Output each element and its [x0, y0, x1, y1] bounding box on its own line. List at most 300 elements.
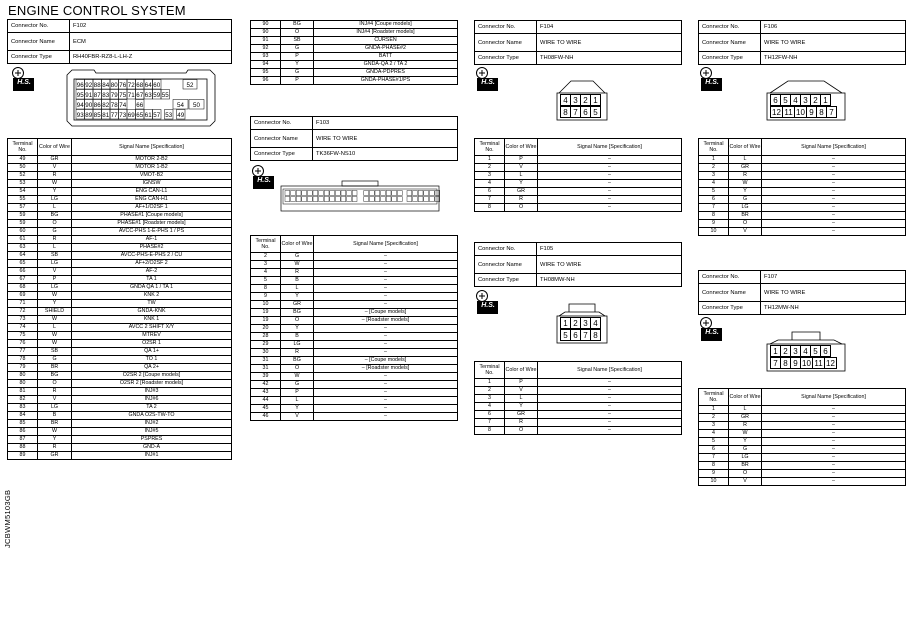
f103-name: WIRE TO WIRE — [313, 130, 458, 148]
f102-no: F102 — [70, 20, 232, 33]
pin-cell — [296, 191, 301, 196]
color-cell: Y — [281, 405, 314, 413]
pin-cell: 7 — [570, 106, 581, 118]
pin-cell — [341, 191, 346, 196]
pin-label: 89 — [85, 112, 93, 119]
color-cell: G — [281, 253, 314, 261]
pin-label: 71 — [127, 92, 135, 99]
signal-cell: – — [314, 277, 458, 285]
signal-cell: KNK 2 — [72, 292, 232, 300]
table-row — [8, 372, 232, 380]
pin-cell: 3 — [790, 345, 801, 357]
table-row — [699, 196, 906, 204]
table-row — [8, 236, 232, 244]
pin-label: 81 — [102, 112, 110, 119]
f104-name: WIRE TO WIRE — [537, 34, 682, 52]
signal-cell: AVCC 2 SHIFT X/Y — [72, 324, 232, 332]
signal-cell: TA 1 — [72, 276, 232, 284]
table-row — [251, 325, 458, 333]
color-cell: BG — [38, 212, 72, 220]
terminal-cell: 42 — [251, 381, 281, 389]
terminal-cell: 2 — [475, 387, 505, 395]
table-row — [699, 204, 906, 212]
signal-cell: INJ#4 [Coupe models] — [314, 21, 458, 29]
label: Connector Type — [475, 274, 537, 287]
terminal-cell: 4 — [699, 430, 729, 438]
pin-cell — [407, 191, 412, 196]
terminal-cell: 5 — [251, 277, 281, 285]
terminal-cell: 74 — [8, 324, 38, 332]
signal-cell: O2SR 2 [Coupe models] — [72, 372, 232, 380]
color-cell: O — [505, 204, 538, 212]
pin-cell — [386, 197, 391, 202]
pin-cell — [369, 197, 374, 202]
color-cell: O — [729, 470, 762, 478]
terminal-cell: 7 — [475, 419, 505, 427]
signal-cell: – — [314, 389, 458, 397]
color-cell: V — [38, 396, 72, 404]
signal-cell: KNK 1 — [72, 316, 232, 324]
signal-cell: – — [762, 196, 906, 204]
f103-info — [250, 116, 458, 161]
pin-cell — [347, 197, 352, 202]
color-cell: G — [281, 381, 314, 389]
f107-type: TH12MW-NH — [761, 302, 906, 315]
color-cell: V — [505, 164, 538, 172]
pin-cell — [424, 197, 429, 202]
table-row — [251, 285, 458, 293]
label: Connector Name — [699, 34, 761, 52]
signal-cell: O2SR 1 — [72, 340, 232, 348]
hs-icon — [10, 66, 34, 92]
color-cell: LG — [38, 260, 72, 268]
table-row — [8, 204, 232, 212]
pin-cell — [392, 191, 397, 196]
terminal-cell: 31 — [251, 365, 281, 373]
f105-no: F105 — [537, 243, 682, 256]
table-row — [8, 316, 232, 324]
pin-label: 75 — [119, 92, 127, 99]
terminal-cell: 80 — [8, 372, 38, 380]
table-row — [251, 357, 458, 365]
pin-label: 63 — [144, 92, 152, 99]
signal-cell: AF-1 — [72, 236, 232, 244]
pin-label: 86 — [93, 102, 101, 109]
signal-cell: – — [314, 253, 458, 261]
terminal-cell: 88 — [8, 444, 38, 452]
signal-cell: – — [538, 204, 682, 212]
pin-cell — [335, 191, 340, 196]
signal-cell: – — [762, 188, 906, 196]
pin-cell: 11 — [812, 357, 825, 369]
terminal-cell: 64 — [8, 252, 38, 260]
pin-cell — [418, 191, 423, 196]
pin-label: 57 — [153, 112, 161, 119]
color-cell: Y — [729, 188, 762, 196]
terminal-cell: 9 — [251, 293, 281, 301]
signal-cell: – — [538, 411, 682, 419]
table-row — [8, 340, 232, 348]
table-row — [475, 172, 682, 180]
terminal-cell: 44 — [251, 397, 281, 405]
table-row — [8, 332, 232, 340]
signal-cell: QA 1+ — [72, 348, 232, 356]
table-row — [699, 406, 906, 414]
signal-cell: – — [762, 438, 906, 446]
terminal-cell: 45 — [251, 405, 281, 413]
signal-cell: – — [762, 220, 906, 228]
pin-cell — [291, 197, 296, 202]
table-row — [251, 53, 458, 61]
signal-cell: GNDA-PHASE#2 — [314, 45, 458, 53]
pin-cell: 1 — [820, 94, 831, 106]
signal-cell: MTREV — [72, 332, 232, 340]
hs-icon — [698, 66, 722, 92]
color-cell: P — [505, 379, 538, 387]
table-row — [8, 252, 232, 260]
terminal-cell: 8 — [251, 285, 281, 293]
terminal-cell: 39 — [251, 373, 281, 381]
color-cell: L — [38, 324, 72, 332]
hs-label: H.S. — [705, 79, 719, 86]
label: Connector Type — [8, 51, 70, 64]
terminal-cell: 3 — [475, 395, 505, 403]
hs-label: H.S. — [481, 79, 495, 86]
signal-cell: – — [538, 395, 682, 403]
color-cell: SHIELD — [38, 308, 72, 316]
terminal-cell: 96 — [251, 77, 281, 85]
terminal-cell: 3 — [475, 172, 505, 180]
f102-connector-diagram — [66, 69, 216, 127]
signal-cell: TO 1 — [72, 356, 232, 364]
terminal-cell: 28 — [251, 333, 281, 341]
pin-cell: 8 — [590, 329, 601, 341]
pin-cell — [413, 197, 418, 202]
signal-cell: – — [314, 341, 458, 349]
pin-cell: 4 — [800, 345, 811, 357]
color-cell: W — [38, 428, 72, 436]
table-row — [699, 470, 906, 478]
terminal-cell: 1 — [475, 379, 505, 387]
table-row — [8, 244, 232, 252]
table-row — [475, 156, 682, 164]
f102-terminal-table — [7, 138, 232, 460]
table-row — [8, 156, 232, 164]
color-cell: R — [38, 172, 72, 180]
hs-icon — [698, 316, 722, 342]
label: Connector No. — [699, 271, 761, 284]
signal-cell: – — [314, 405, 458, 413]
signal-cell: – — [762, 164, 906, 172]
pin-cell: 6 — [770, 94, 781, 106]
pin-cell — [375, 197, 380, 202]
signal-cell: PHASE#2 — [72, 244, 232, 252]
terminal-cell: 6 — [475, 188, 505, 196]
col-header: Terminal No. — [475, 362, 505, 379]
table-row — [699, 180, 906, 188]
pin-label: 87 — [93, 92, 101, 99]
pin-label: 83 — [102, 92, 110, 99]
pin-cell: 5 — [810, 345, 821, 357]
signal-cell: QA 2+ — [72, 364, 232, 372]
color-cell: R — [38, 236, 72, 244]
terminal-cell: 85 — [8, 420, 38, 428]
signal-cell: – — [762, 462, 906, 470]
table-row — [475, 204, 682, 212]
table-row — [8, 300, 232, 308]
signal-cell: – — [762, 470, 906, 478]
pin-cell: 6 — [820, 345, 831, 357]
terminal-cell: 91 — [251, 37, 281, 45]
color-cell: V — [729, 228, 762, 236]
terminal-cell: 63 — [8, 244, 38, 252]
pin-label: 67 — [136, 92, 144, 99]
pin-cell — [364, 197, 369, 202]
table-row — [699, 430, 906, 438]
signal-cell: CURSEN — [314, 37, 458, 45]
pin-cell: 8 — [780, 357, 791, 369]
pin-cell: 8 — [816, 106, 827, 118]
terminal-cell: 75 — [8, 332, 38, 340]
table-row — [8, 276, 232, 284]
color-cell: P — [38, 276, 72, 284]
color-cell: L — [729, 406, 762, 414]
signal-cell: IGNSW — [72, 180, 232, 188]
pin-label: 96 — [76, 82, 84, 89]
terminal-cell: 71 — [8, 300, 38, 308]
terminal-cell: 19 — [251, 309, 281, 317]
signal-cell: GNDA-PDPRES — [314, 69, 458, 77]
pin-cell — [381, 191, 386, 196]
pin-cell: 6 — [570, 329, 581, 341]
terminal-cell: 90 — [251, 21, 281, 29]
table-row — [699, 188, 906, 196]
terminal-cell: 10 — [699, 228, 729, 236]
pin-label: 93 — [76, 112, 84, 119]
color-cell: LG — [38, 404, 72, 412]
color-cell: V — [38, 164, 72, 172]
signal-cell: – — [314, 269, 458, 277]
color-cell: LG — [281, 341, 314, 349]
f105-connector-diagram — [551, 302, 613, 344]
table-row — [699, 164, 906, 172]
signal-cell: – [Roadster models] — [314, 317, 458, 325]
table-row — [699, 172, 906, 180]
signal-cell: – — [538, 379, 682, 387]
pin-label: 61 — [144, 112, 152, 119]
terminal-cell: 92 — [251, 45, 281, 53]
table-row — [8, 172, 232, 180]
pin-cell: 12 — [824, 357, 837, 369]
terminal-cell: 67 — [8, 276, 38, 284]
pin-cell: 2 — [780, 345, 791, 357]
pin-label: 74 — [119, 102, 127, 109]
hs-label: H.S. — [481, 302, 495, 309]
pin-cell — [296, 197, 301, 202]
pin-cell: 2 — [580, 94, 591, 106]
terminal-cell: 65 — [8, 260, 38, 268]
terminal-cell: 86 — [8, 428, 38, 436]
signal-cell: INJ#6 — [72, 396, 232, 404]
pin-cell — [291, 191, 296, 196]
hs-label: H.S. — [17, 79, 31, 86]
color-cell: O — [281, 317, 314, 325]
signal-cell: MOTOR 1-B2 — [72, 164, 232, 172]
pin-cell: 2 — [810, 94, 821, 106]
pin-label: 94 — [76, 102, 84, 109]
signal-cell: AVCC-PHS-E-PHS 2 / CU — [72, 252, 232, 260]
table-row — [251, 253, 458, 261]
table-row — [251, 277, 458, 285]
f107-terminal-table — [698, 388, 906, 486]
terminal-cell: 59 — [8, 220, 38, 228]
f103-connector-diagram — [280, 180, 440, 212]
color-cell: Y — [729, 438, 762, 446]
table-row — [251, 45, 458, 53]
pin-label: 54 — [177, 102, 184, 109]
hs-icon — [474, 289, 498, 315]
signal-cell: – — [762, 172, 906, 180]
table-row — [251, 349, 458, 357]
pin-cell: 2 — [570, 317, 581, 329]
col-header: Terminal No. — [475, 139, 505, 156]
terminal-cell: 82 — [8, 396, 38, 404]
pin-cell — [407, 197, 412, 202]
color-cell: R — [729, 422, 762, 430]
table-row — [251, 61, 458, 69]
pin-label: 77 — [110, 112, 118, 119]
terminal-cell: 72 — [8, 308, 38, 316]
terminal-cell: 76 — [8, 340, 38, 348]
color-cell: W — [281, 261, 314, 269]
signal-cell: – — [762, 204, 906, 212]
f103-terminal-table — [250, 235, 458, 421]
table-row — [475, 419, 682, 427]
pin-cell: 5 — [780, 94, 791, 106]
signal-cell: TA 2 — [72, 404, 232, 412]
signal-cell: – [Coupe models] — [314, 357, 458, 365]
color-cell: LG — [38, 196, 72, 204]
color-cell: P — [281, 77, 314, 85]
color-cell: Y — [281, 61, 314, 69]
color-cell: LG — [729, 204, 762, 212]
table-row — [8, 308, 232, 316]
terminal-cell: 52 — [8, 172, 38, 180]
f102-type: RH40FBR-RZ8-L-LH-Z — [70, 51, 232, 64]
signal-cell: – — [314, 301, 458, 309]
col-header: Terminal No. — [699, 389, 729, 406]
color-cell: G — [281, 69, 314, 77]
signal-cell: – [Roadster models] — [314, 365, 458, 373]
label: Connector Name — [699, 284, 761, 302]
table-row — [251, 389, 458, 397]
hs-icon — [250, 164, 274, 190]
signal-cell: – — [314, 397, 458, 405]
color-cell: GR — [505, 411, 538, 419]
pin-cell — [330, 197, 335, 202]
pin-cell — [413, 191, 418, 196]
color-cell: W — [729, 180, 762, 188]
signal-cell: TW — [72, 300, 232, 308]
table-row — [251, 261, 458, 269]
label: Connector No. — [475, 243, 537, 256]
pin-cell — [324, 197, 329, 202]
pin-label: 65 — [136, 112, 144, 119]
col-header: Signal Name [Specification] — [314, 236, 458, 253]
terminal-cell: 8 — [699, 212, 729, 220]
pin-cell: 10 — [794, 106, 807, 118]
terminal-cell: 84 — [8, 412, 38, 420]
pin-cell: 3 — [570, 94, 581, 106]
signal-cell: GNDA-PHASE#1/PS — [314, 77, 458, 85]
terminal-cell: 79 — [8, 364, 38, 372]
hs-label: H.S. — [705, 329, 719, 336]
table-row — [475, 395, 682, 403]
pin-label: 80 — [110, 82, 118, 89]
table-row — [699, 454, 906, 462]
pin-cell — [307, 197, 312, 202]
signal-cell: PHASE#1 [Roadster models] — [72, 220, 232, 228]
pin-cell — [319, 197, 324, 202]
terminal-cell: 57 — [8, 204, 38, 212]
f107-connector-diagram — [764, 330, 848, 372]
color-cell: R — [505, 196, 538, 204]
color-cell: Y — [505, 180, 538, 188]
pin-cell — [429, 191, 434, 196]
pin-cell — [352, 191, 357, 196]
terminal-cell: 93 — [251, 53, 281, 61]
signal-cell: – — [538, 156, 682, 164]
table-row — [699, 220, 906, 228]
terminal-cell: 73 — [8, 316, 38, 324]
pin-cell: 1 — [590, 94, 601, 106]
label: Connector Name — [475, 256, 537, 274]
pin-cell — [330, 191, 335, 196]
signal-cell: – — [314, 333, 458, 341]
terminal-cell: 2 — [699, 414, 729, 422]
pin-cell: 5 — [590, 106, 601, 118]
hs-icon — [474, 66, 498, 92]
f105-terminal-table — [474, 361, 682, 435]
terminal-cell: 10 — [251, 301, 281, 309]
color-cell: P — [505, 156, 538, 164]
table-row — [8, 388, 232, 396]
color-cell: L — [38, 204, 72, 212]
pin-label: 73 — [119, 112, 127, 119]
color-cell: GR — [281, 301, 314, 309]
color-cell: O — [281, 29, 314, 37]
f105-name: WIRE TO WIRE — [537, 256, 682, 274]
pin-label: 72 — [127, 82, 135, 89]
terminal-cell: 94 — [251, 61, 281, 69]
f106-type: TH12FW-NH — [761, 52, 906, 65]
color-cell: L — [38, 244, 72, 252]
signal-cell: MOTOR 2-B2 — [72, 156, 232, 164]
pin-cell — [429, 197, 434, 202]
label: Connector No. — [8, 20, 70, 33]
color-cell: BR — [38, 364, 72, 372]
color-cell: O — [38, 380, 72, 388]
table-row — [8, 428, 232, 436]
pin-cell: 4 — [790, 94, 801, 106]
signal-cell: GNDA QA 1 / TA 1 — [72, 284, 232, 292]
f105-info — [474, 242, 682, 287]
signal-cell: – — [538, 188, 682, 196]
signal-cell: – — [538, 196, 682, 204]
table-row — [699, 228, 906, 236]
table-row — [251, 397, 458, 405]
table-row — [251, 69, 458, 77]
